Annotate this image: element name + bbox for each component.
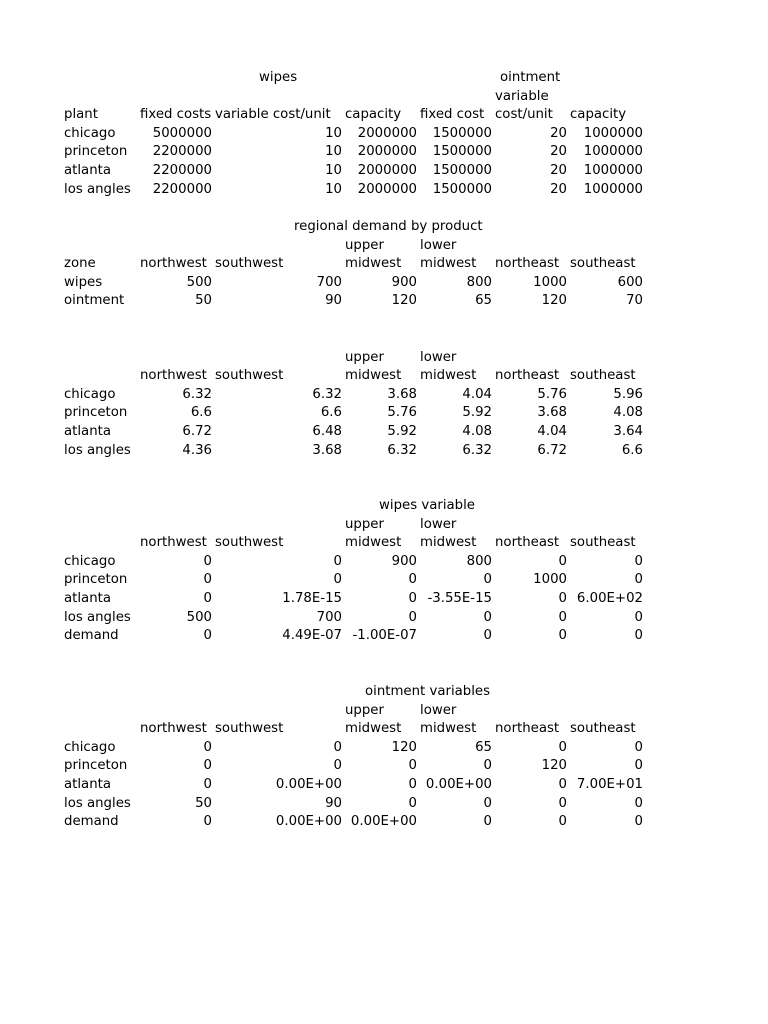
region-column-header: northeast bbox=[495, 535, 560, 551]
table-cell-value: 500 bbox=[186, 609, 212, 625]
plant-cost-value: 10 bbox=[325, 144, 342, 160]
table-cell-value: 900 bbox=[391, 553, 417, 569]
row-label: los angles bbox=[64, 609, 131, 625]
row-label: demand bbox=[64, 628, 119, 644]
table-cell-value: 6.32 bbox=[182, 386, 212, 402]
table-cell-value: 5.92 bbox=[462, 405, 492, 421]
row-label: ointment bbox=[64, 293, 125, 309]
table-cell-value: 70 bbox=[626, 293, 643, 309]
table-cell-value: 120 bbox=[391, 293, 417, 309]
region-column-header: southwest bbox=[215, 721, 284, 737]
table-cell-value: 900 bbox=[391, 274, 417, 290]
plant-table-header: cost/unit bbox=[495, 107, 553, 123]
table-cell-value: 0 bbox=[333, 553, 342, 569]
table-cell-value: 0 bbox=[558, 739, 567, 755]
table-cell-value: 0 bbox=[408, 591, 417, 606]
table-cell-value: 0 bbox=[333, 758, 342, 774]
table-cell-value: 0 bbox=[408, 795, 417, 811]
table-cell-value: 0 bbox=[558, 609, 567, 625]
table-cell-value: 0 bbox=[203, 628, 212, 644]
row-label: chicago bbox=[64, 386, 116, 402]
table-cell-value: 6.6 bbox=[320, 405, 342, 421]
row-label: wipes bbox=[64, 274, 103, 290]
region-header-top: lower bbox=[420, 516, 457, 532]
region-column-header: southeast bbox=[570, 368, 636, 384]
table-cell-value: 0.00E+00 bbox=[425, 777, 492, 792]
table-cell-value: 0 bbox=[634, 609, 643, 625]
table-cell-value: -3.55E-15 bbox=[427, 591, 492, 606]
ointment-variables-title: ointment variables bbox=[365, 684, 491, 699]
table-cell-value: 6.72 bbox=[537, 442, 567, 458]
plant-cost-value: 20 bbox=[550, 144, 567, 160]
table-cell-value: 6.32 bbox=[462, 442, 492, 458]
plant-table-header: capacity bbox=[345, 107, 402, 123]
table-cell-value: 0 bbox=[558, 628, 567, 644]
table-cell-value: 0 bbox=[483, 609, 492, 625]
table-cell-value: 0 bbox=[558, 795, 567, 811]
plant-cost-value: 1000000 bbox=[583, 125, 643, 141]
region-column-header: midwest bbox=[345, 368, 402, 384]
table-cell-value: 0.00E+00 bbox=[275, 814, 342, 830]
table-cell-value: 4.04 bbox=[537, 424, 567, 439]
table-cell-value: 0 bbox=[408, 572, 417, 588]
plant-cost-value: 10 bbox=[325, 163, 342, 178]
table-cell-value: 0 bbox=[634, 758, 643, 774]
plant-table-header: fixed costs bbox=[140, 107, 212, 123]
region-column-header: midwest bbox=[420, 535, 477, 551]
plant-table-header: capacity bbox=[570, 107, 627, 123]
ointment-section-title: ointment bbox=[500, 70, 561, 85]
row-label: atlanta bbox=[64, 777, 111, 792]
region-column-header: northwest bbox=[140, 256, 207, 272]
region-header-top: upper bbox=[345, 349, 384, 365]
table-cell-value: 0 bbox=[634, 795, 643, 811]
region-column-header: southeast bbox=[570, 256, 636, 272]
row-label: chicago bbox=[64, 553, 116, 569]
table-cell-value: 6.48 bbox=[312, 424, 342, 439]
table-cell-value: 4.08 bbox=[462, 424, 492, 439]
plant-cost-value: 10 bbox=[325, 181, 342, 197]
table-cell-value: 0 bbox=[483, 814, 492, 830]
table-cell-value: 1000 bbox=[533, 274, 567, 290]
table-cell-value: 6.00E+02 bbox=[576, 591, 643, 606]
plant-cost-value: 20 bbox=[550, 125, 567, 141]
table-cell-value: 65 bbox=[475, 739, 492, 755]
region-header-top: lower bbox=[420, 702, 457, 718]
plant-table-header: plant bbox=[64, 107, 98, 123]
plant-cost-value: 2200000 bbox=[152, 163, 212, 178]
table-cell-value: 5.76 bbox=[387, 405, 417, 421]
plant-cost-value: 1000000 bbox=[583, 163, 643, 178]
region-column-header: northeast bbox=[495, 368, 560, 384]
plant-cost-value: 20 bbox=[550, 163, 567, 178]
table-cell-value: 6.6 bbox=[621, 442, 643, 458]
table-cell-value: 0 bbox=[203, 553, 212, 569]
wipes-variable-title: wipes variable bbox=[379, 498, 475, 513]
plant-cost-value: 2000000 bbox=[357, 125, 417, 141]
table-cell-value: 120 bbox=[541, 758, 567, 774]
plant-cost-value: 2000000 bbox=[357, 163, 417, 178]
region-column-header: midwest bbox=[345, 256, 402, 272]
wipes-section-title: wipes bbox=[259, 70, 298, 85]
table-cell-value: 0 bbox=[333, 739, 342, 755]
row-label: los angles bbox=[64, 795, 131, 811]
table-cell-value: 800 bbox=[466, 274, 492, 290]
plant-cost-value: 1000000 bbox=[583, 144, 643, 160]
table-cell-value: 6.32 bbox=[312, 386, 342, 402]
plant-cost-value: 1500000 bbox=[432, 144, 492, 160]
table-cell-value: 0 bbox=[558, 777, 567, 792]
region-column-header: southeast bbox=[570, 535, 636, 551]
table-cell-value: 0 bbox=[634, 628, 643, 644]
plant-cost-value: 2000000 bbox=[357, 144, 417, 160]
table-cell-value: 0 bbox=[203, 814, 212, 830]
region-column-header: midwest bbox=[420, 256, 477, 272]
table-cell-value: 0 bbox=[408, 777, 417, 792]
table-cell-value: 0 bbox=[634, 739, 643, 755]
table-cell-value: 0 bbox=[558, 553, 567, 569]
table-cell-value: 120 bbox=[391, 739, 417, 755]
plant-name: atlanta bbox=[64, 163, 111, 178]
region-column-header: northwest bbox=[140, 535, 207, 551]
table-cell-value: -1.00E-07 bbox=[352, 628, 417, 644]
table-cell-value: 90 bbox=[325, 795, 342, 811]
table-cell-value: 120 bbox=[541, 293, 567, 309]
table-cell-value: 0 bbox=[483, 572, 492, 588]
table-cell-value: 1000 bbox=[533, 572, 567, 588]
plant-cost-value: 1500000 bbox=[432, 181, 492, 197]
table-cell-value: 0 bbox=[333, 572, 342, 588]
table-cell-value: 0.00E+00 bbox=[275, 777, 342, 792]
table-cell-value: 90 bbox=[325, 293, 342, 309]
table-cell-value: 0 bbox=[558, 591, 567, 606]
table-cell-value: 4.36 bbox=[182, 442, 212, 458]
table-cell-value: 4.08 bbox=[613, 405, 643, 421]
plant-cost-value: 1500000 bbox=[432, 125, 492, 141]
table-cell-value: 800 bbox=[466, 553, 492, 569]
region-column-header: zone bbox=[64, 256, 96, 272]
row-label: atlanta bbox=[64, 591, 111, 606]
region-column-header: southwest bbox=[215, 256, 284, 272]
region-column-header: northeast bbox=[495, 256, 560, 272]
plant-cost-value: 1000000 bbox=[583, 181, 643, 197]
table-cell-value: 500 bbox=[186, 274, 212, 290]
table-cell-value: 50 bbox=[195, 795, 212, 811]
region-header-top: lower bbox=[420, 237, 457, 253]
plant-cost-value: 10 bbox=[325, 125, 342, 141]
table-cell-value: 0 bbox=[483, 795, 492, 811]
plant-name: princeton bbox=[64, 144, 128, 160]
region-column-header: midwest bbox=[345, 721, 402, 737]
table-cell-value: 0 bbox=[483, 758, 492, 774]
table-cell-value: 600 bbox=[617, 274, 643, 290]
table-cell-value: 3.68 bbox=[387, 386, 417, 402]
plant-name: chicago bbox=[64, 125, 116, 141]
table-cell-value: 0 bbox=[203, 572, 212, 588]
region-column-header: northwest bbox=[140, 721, 207, 737]
table-cell-value: 50 bbox=[195, 293, 212, 309]
region-header-top: lower bbox=[420, 349, 457, 365]
row-label: demand bbox=[64, 814, 119, 830]
region-column-header: northwest bbox=[140, 368, 207, 384]
demand-table-title: regional demand by product bbox=[294, 219, 483, 234]
table-cell-value: 4.04 bbox=[462, 386, 492, 402]
table-cell-value: 0 bbox=[203, 591, 212, 606]
table-cell-value: 0 bbox=[203, 777, 212, 792]
table-cell-value: 0 bbox=[203, 758, 212, 774]
row-label: atlanta bbox=[64, 424, 111, 439]
region-column-header: midwest bbox=[345, 535, 402, 551]
plant-table-header: variable cost/unit bbox=[215, 107, 331, 123]
region-column-header: midwest bbox=[420, 368, 477, 384]
table-cell-value: 0 bbox=[408, 609, 417, 625]
table-cell-value: 3.64 bbox=[613, 424, 643, 439]
region-column-header: southwest bbox=[215, 535, 284, 551]
region-header-top: upper bbox=[345, 702, 384, 718]
plant-table-header: fixed cost bbox=[420, 107, 485, 123]
region-column-header: southwest bbox=[215, 368, 284, 384]
row-label: princeton bbox=[64, 572, 128, 588]
table-cell-value: 3.68 bbox=[312, 442, 342, 458]
ointment-variable-label: variable bbox=[495, 88, 549, 104]
table-cell-value: 0 bbox=[408, 758, 417, 774]
row-label: chicago bbox=[64, 739, 116, 755]
region-column-header: southeast bbox=[570, 721, 636, 737]
table-cell-value: 5.96 bbox=[613, 386, 643, 402]
table-cell-value: 7.00E+01 bbox=[576, 777, 643, 792]
table-cell-value: 1.78E-15 bbox=[282, 591, 342, 606]
table-cell-value: 0 bbox=[634, 572, 643, 588]
region-header-top: upper bbox=[345, 237, 384, 253]
table-cell-value: 0 bbox=[634, 553, 643, 569]
table-cell-value: 4.49E-07 bbox=[282, 628, 342, 644]
plant-cost-value: 2200000 bbox=[152, 181, 212, 197]
region-column-header: midwest bbox=[420, 721, 477, 737]
table-cell-value: 65 bbox=[475, 293, 492, 309]
table-cell-value: 5.92 bbox=[387, 424, 417, 439]
table-cell-value: 6.32 bbox=[387, 442, 417, 458]
plant-cost-value: 5000000 bbox=[152, 125, 212, 141]
row-label: los angles bbox=[64, 442, 131, 458]
plant-name: los angles bbox=[64, 181, 131, 197]
table-cell-value: 0 bbox=[558, 814, 567, 830]
region-column-header: northeast bbox=[495, 721, 560, 737]
table-cell-value: 700 bbox=[316, 274, 342, 290]
table-cell-value: 0 bbox=[634, 814, 643, 830]
table-cell-value: 0 bbox=[203, 739, 212, 755]
plant-cost-value: 20 bbox=[550, 181, 567, 197]
table-cell-value: 5.76 bbox=[537, 386, 567, 402]
table-cell-value: 6.72 bbox=[182, 424, 212, 439]
region-header-top: upper bbox=[345, 516, 384, 532]
table-cell-value: 700 bbox=[316, 609, 342, 625]
table-cell-value: 0.00E+00 bbox=[350, 814, 417, 830]
table-cell-value: 6.6 bbox=[190, 405, 212, 421]
row-label: princeton bbox=[64, 405, 128, 421]
table-cell-value: 3.68 bbox=[537, 405, 567, 421]
plant-cost-value: 2000000 bbox=[357, 181, 417, 197]
row-label: princeton bbox=[64, 758, 128, 774]
table-cell-value: 0 bbox=[483, 628, 492, 644]
plant-cost-value: 1500000 bbox=[432, 163, 492, 178]
plant-cost-value: 2200000 bbox=[152, 144, 212, 160]
